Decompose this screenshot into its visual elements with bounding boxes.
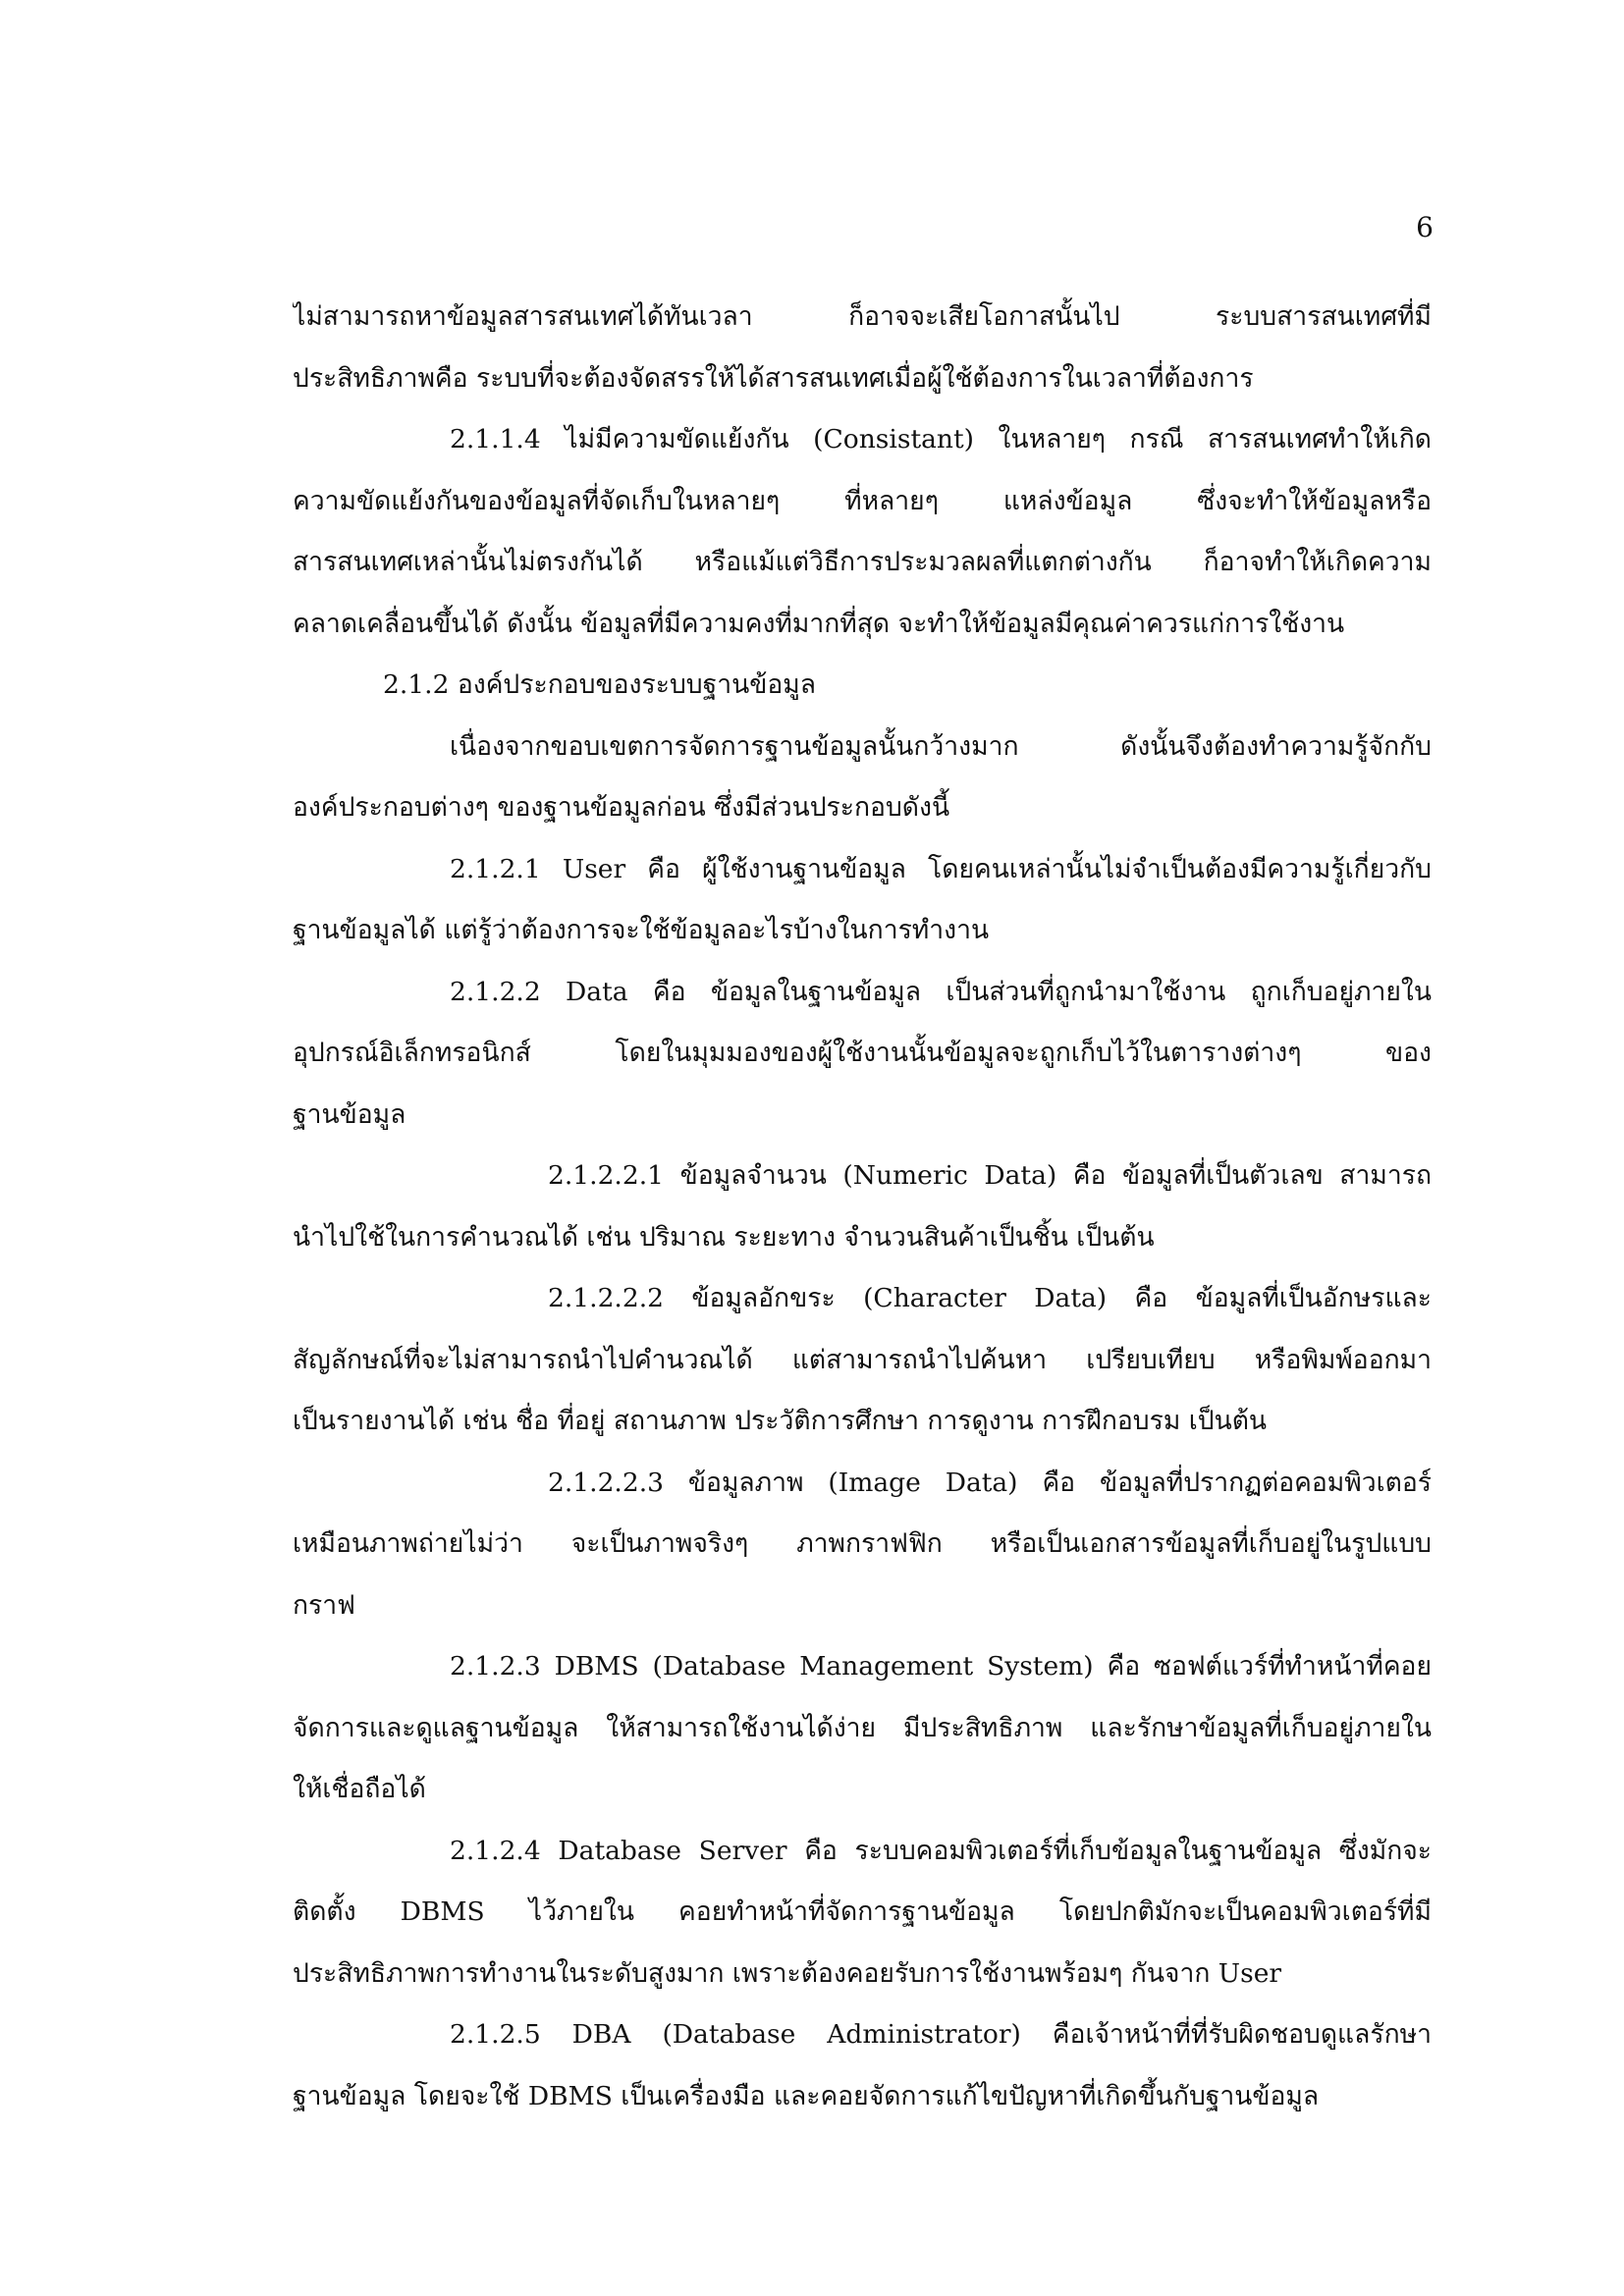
body-line-16: นำไปใช้ในการคำนวณได้ เช่น ปริมาณ ระยะทาง จำนวนสินค้าเป็นชิ้น เป็นต้น [293,1221,1155,1253]
section-2-1-2-2-2: 2.1.2.2.2 ข้อมูลอักขระ (Character Data) คือ ข้อมูลที่เป็นอักษรและ [548,1283,1432,1313]
body-line-8: เนื่องจากขอบเขตการจัดการฐานข้อมูลนั้นกว้างมาก ดังนั้นจึงต้องทำความรู้จักกับ [450,730,1432,762]
section-2-1-2-5: 2.1.2.5 DBA (Database Administrator) คือเจ้าหน้าที่ที่รับผิดชอบดูแลรักษา [450,2019,1432,2050]
body-line-22: กราฟ [293,1589,355,1621]
section-2-1-2-3: 2.1.2.3 DBMS (Database Management System) คือ ซอฟต์แวร์ที่ทำหน้าที่คอย [450,1651,1432,1682]
body-line-13: อุปกรณ์อิเล็กทรอนิกส์ โดยในมุมมองของผู้ใช้งานนั้นข้อมูลจะถูกเก็บไว้ในตารางต่างๆ ของ [293,1038,1432,1068]
page-number: 6 [1416,211,1434,243]
section-heading-2-1-2: 2.1.2 องค์ประกอบของระบบฐานข้อมูล [383,669,816,700]
section-2-1-2-1: 2.1.2.1 User คือ ผู้ใช้งานฐานข้อมูล โดยคนเหล่านั้นไม่จำเป็นต้องมีความรู้เกี่ยวกับ [450,853,1432,884]
body-line-27: ติดตั้ง DBMS ไว้ภายใน คอยทำหน้าที่จัดการฐานข้อมูล โดยปกติมักจะเป็นคอมพิวเตอร์ที่มี [293,1896,1432,1927]
document-body [293,287,1432,2127]
body-line-14: ฐานข้อมูล [293,1098,406,1130]
body-line-25: ให้เชื่อถือได้ [293,1774,426,1804]
body-line-19: เป็นรายงานได้ เช่น ชื่อ ที่อยู่ สถานภาพ ประวัติการศึกษา การดูงาน การฝึกอบรม เป็นต้น [293,1406,1268,1436]
section-2-1-2-2: 2.1.2.2 Data คือ ข้อมูลในฐานข้อมูล เป็นส่วนที่ถูกนำมาใช้งาน ถูกเก็บอยู่ภายใน [450,976,1432,1007]
body-line-2: ประสิทธิภาพคือ ระบบที่จะต้องจัดสรรให้ได้สารสนเทศเมื่อผู้ใช้ต้องการในเวลาที่ต้องการ [293,362,1254,394]
body-line-30: ฐานข้อมูล โดยจะใช้ DBMS เป็นเครื่องมือ และคอยจัดการแก้ไขปัญหาที่เกิดขึ้นกับฐานข้อมูล [293,2080,1320,2111]
body-line-6: คลาดเคลื่อนขึ้นได้ ดังนั้น ข้อมูลที่มีความคงที่มากที่สุด จะทำให้ข้อมูลมีคุณค่าควรแก่การใช้งาน [293,608,1345,639]
section-2-1-2-2-3: 2.1.2.2.3 ข้อมูลภาพ (Image Data) คือ ข้อมูลที่ปรากฏต่อคอมพิวเตอร์ [548,1467,1432,1498]
body-line-18: สัญลักษณ์ที่จะไม่สามารถนำไปคำนวณได้ แต่สามารถนำไปค้นหา เปรียบเทียบ หรือพิมพ์ออกมา [293,1344,1432,1375]
section-2-1-2-2-1: 2.1.2.2.1 ข้อมูลจำนวน (Numeric Data) คือ ข้อมูลที่เป็นตัวเลข สามารถ [548,1160,1432,1191]
body-line-4: ความขัดแย้งกันของข้อมูลที่จัดเก็บในหลายๆ ที่หลายๆ แหล่งข้อมูล ซึ่งจะทำให้ข้อมูลหรือ [293,485,1432,516]
body-line-21: เหมือนภาพถ่ายไม่ว่า จะเป็นภาพจริงๆ ภาพกราฟฟิก หรือเป็นเอกสารข้อมูลที่เก็บอยู่ในรูปแบบ [293,1528,1432,1559]
section-2-1-1-4: 2.1.1.4 ไม่มีความขัดแย้งกัน (Consistant) ในหลายๆ กรณี สารสนเทศทำให้เกิด [450,424,1432,454]
body-line-1: ไม่สามารถหาข้อมูลสารสนเทศได้ทันเวลา ก็อาจจะเสียโอกาสนั้นไป ระบบสารสนเทศที่มี [293,301,1432,332]
section-2-1-2-4: 2.1.2.4 Database Server คือ ระบบคอมพิวเตอร์ที่เก็บข้อมูลในฐานข้อมูล ซึ่งมักจะ [450,1835,1432,1866]
body-line-5: สารสนเทศเหล่านั้นไม่ตรงกันได้ หรือแม้แต่วิธีการประมวลผลที่แตกต่างกัน ก็อาจทำให้เกิดความ [293,547,1432,577]
body-line-9: องค์ประกอบต่างๆ ของฐานข้อมูลก่อน ซึ่งมีส่วนประกอบดังนี้ [293,792,950,823]
body-line-24: จัดการและดูแลฐานข้อมูล ให้สามารถใช้งานได้ง่าย มีประสิทธิภาพ และรักษาข้อมูลที่เก็บอยู่ภายใน [293,1712,1432,1743]
body-line-11: ฐานข้อมูลได้ แต่รู้ว่าต้องการจะใช้ข้อมูลอะไรบ้างในการทำงาน [293,915,990,945]
body-line-28: ประสิทธิภาพการทำงานในระดับสูงมาก เพราะต้องคอยรับการใช้งานพร้อมๆ กันจาก User [293,1957,1282,1989]
